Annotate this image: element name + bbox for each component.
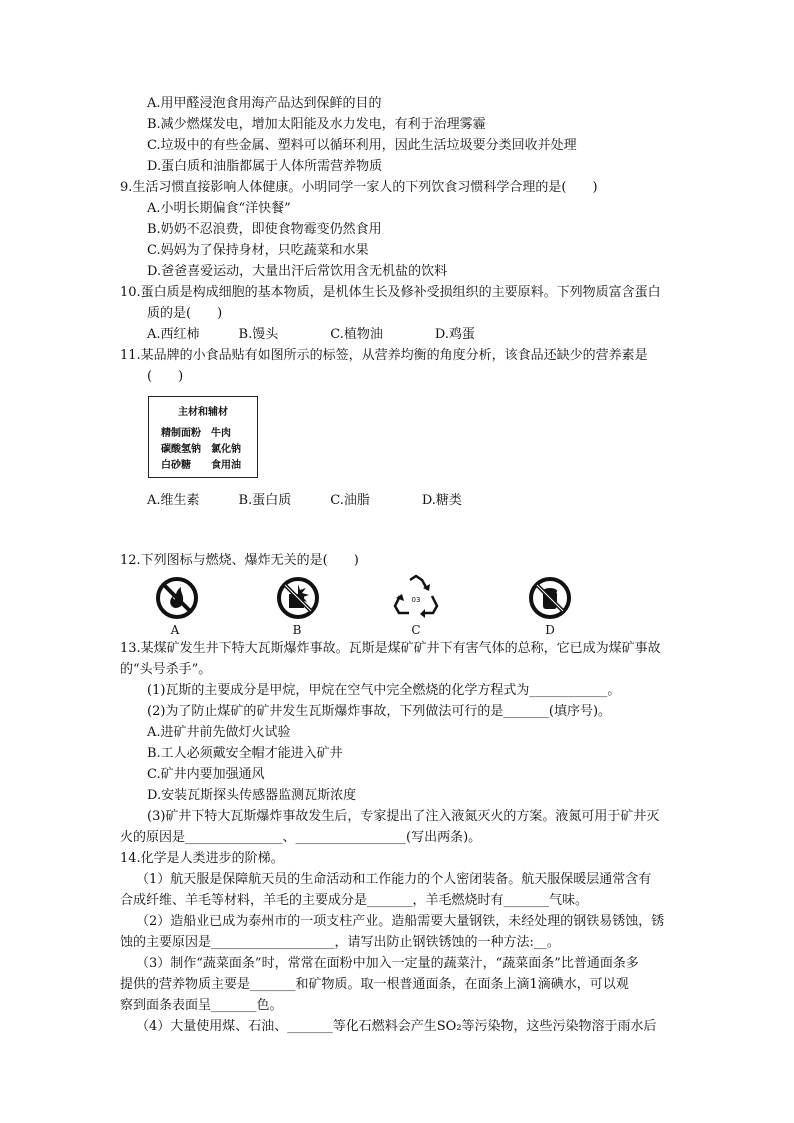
q13-part1: (1)瓦斯的主要成分是甲烷，甲烷在空气中完全燃烧的化学方程式为____________。 [147,683,621,698]
icon-b-label: B [292,623,302,637]
q14-part4: （4）大量使用煤、石油、_______等化石燃料会产生SO₂等污染物，这些污染物溶于雨水后 [136,1019,657,1034]
q10-stem: 10.蛋白质是构成细胞的基本物质，是机体生长及修补受损组织的主要原料。下列物质富含蛋白 [120,285,661,300]
q10-options: A.西红柿 B.馒头 C.植物油 D.鸡蛋 [147,327,475,342]
no-fire-icon [155,576,199,620]
q14-part3-cont2: 察到面条表面呈_______色。 [120,998,283,1013]
q14-stem: 14.化学是人类进步的阶梯。 [120,851,284,866]
q8-option-c: C.垃圾中的有些金属、塑料可以循环利用，因此生活垃圾要分类回收并处理 [147,138,577,153]
q14-part1: （1）航天服是保障航天员的生命活动和工作能力的个人密闭装备。航天服保暖层通常含有 [136,872,652,887]
q12-stem: 12.下列图标与燃烧、爆炸无关的是( ) [120,553,359,568]
q9-option-b: B.奶奶不忍浪费，即使食物霉变仍然食用 [147,222,382,237]
no-explosives-icon [276,576,320,620]
food-label-row: 白砂糖 食用油 [161,460,241,471]
q8-option-b: B.减少燃煤发电，增加太阳能及水力发电，有利于治理雾霾 [147,117,486,132]
q9-stem: 9.生活习惯直接影响人体健康。小明同学一家人的下列饮食习惯科学合理的是( ) [120,180,598,195]
q9-option-d: D.爸爸喜爱运动，大量出汗后常饮用含无机盐的饮料 [147,264,448,279]
q13-option-b: B.工人必须戴安全帽才能进入矿井 [147,746,343,761]
q14-part2: （2）造船业已成为泰州市的一项支柱产业。造船需要大量钢铁，未经处理的钢铁易锈蚀，锈 [136,914,665,929]
q9-option-a: A.小明长期偏食“洋快餐” [147,201,291,216]
q11-options: A.维生素 B.蛋白质 C.油脂 D.糖类 [147,493,462,508]
q14-part2-cont: 蚀的主要原因是___________________，请写出防止钢铁锈蚀的一种方法:__。 [120,935,560,950]
q14-part3-cont: 提供的营养物质主要是_______和矿物质。取一根普通面条，在面条上滴1滴碘水，可以观 [120,977,629,992]
q8-option-d: D.蛋白质和油脂都属于人体所需营养物质 [147,159,383,174]
recycle-code: 03 [411,596,421,604]
icon-c-label: C [411,623,421,637]
q13-part3-cont: 火的原因是_______________、_________________(写出两条)。 [120,830,482,845]
q13-part3: (3)矿井下特大瓦斯爆炸事故发生后，专家提出了注入液氮灭火的方案。液氮可用于矿井灭 [147,809,660,824]
food-label-title: 主材和辅材 [178,407,228,418]
icon-b [276,576,320,624]
icon-d-label: D [545,623,555,637]
food-label-row: 精制面粉 牛肉 [161,428,231,439]
q11-stem-cont: ( ) [147,369,184,384]
no-fire-materials-icon [528,576,572,620]
food-label [148,396,258,478]
q13-option-a: A.进矿井前先做灯火试验 [147,725,291,740]
q8-option-a: A.用甲醛浸泡食用海产品达到保鲜的目的 [147,96,382,111]
icon-a [155,576,199,624]
q14-part1-cont: 合成纤维、羊毛等材料，羊毛的主要成分是_______，羊毛燃烧时有_______气味。 [120,893,589,908]
q13-option-d: D.安装瓦斯探头传感器监测瓦斯浓度 [147,788,357,803]
icon-a-label: A [170,623,180,637]
q13-part2: (2)为了防止煤矿的矿井发生瓦斯爆炸事故，下列做法可行的是_______(填序号)。 [147,704,612,719]
recycle-03-icon [392,574,440,620]
q14-part3: （3）制作“蔬菜面条”时，常常在面粉中加入一定量的蔬菜汁，“蔬菜面条”比普通面条多 [136,956,639,971]
icon-d [528,576,572,624]
icon-c [392,574,440,624]
q13-option-c: C.矿井内要加强通风 [147,767,265,782]
q11-stem: 11.某品牌的小食品贴有如图所示的标签，从营养均衡的角度分析，该食品还缺少的营养素是 [120,348,648,363]
q13-stem: 13.某煤矿发生井下特大瓦斯爆炸事故。瓦斯是煤矿矿井下有害气体的总称，它已成为煤矿事故 [120,641,661,656]
q13-stem-cont: 的“头号杀手”。 [120,662,212,677]
food-label-row: 碳酸氢钠 氯化钠 [161,444,241,455]
q10-stem-cont: 质的是( ) [147,306,223,321]
q9-option-c: C.妈妈为了保持身材，只吃蔬菜和水果 [147,243,369,258]
